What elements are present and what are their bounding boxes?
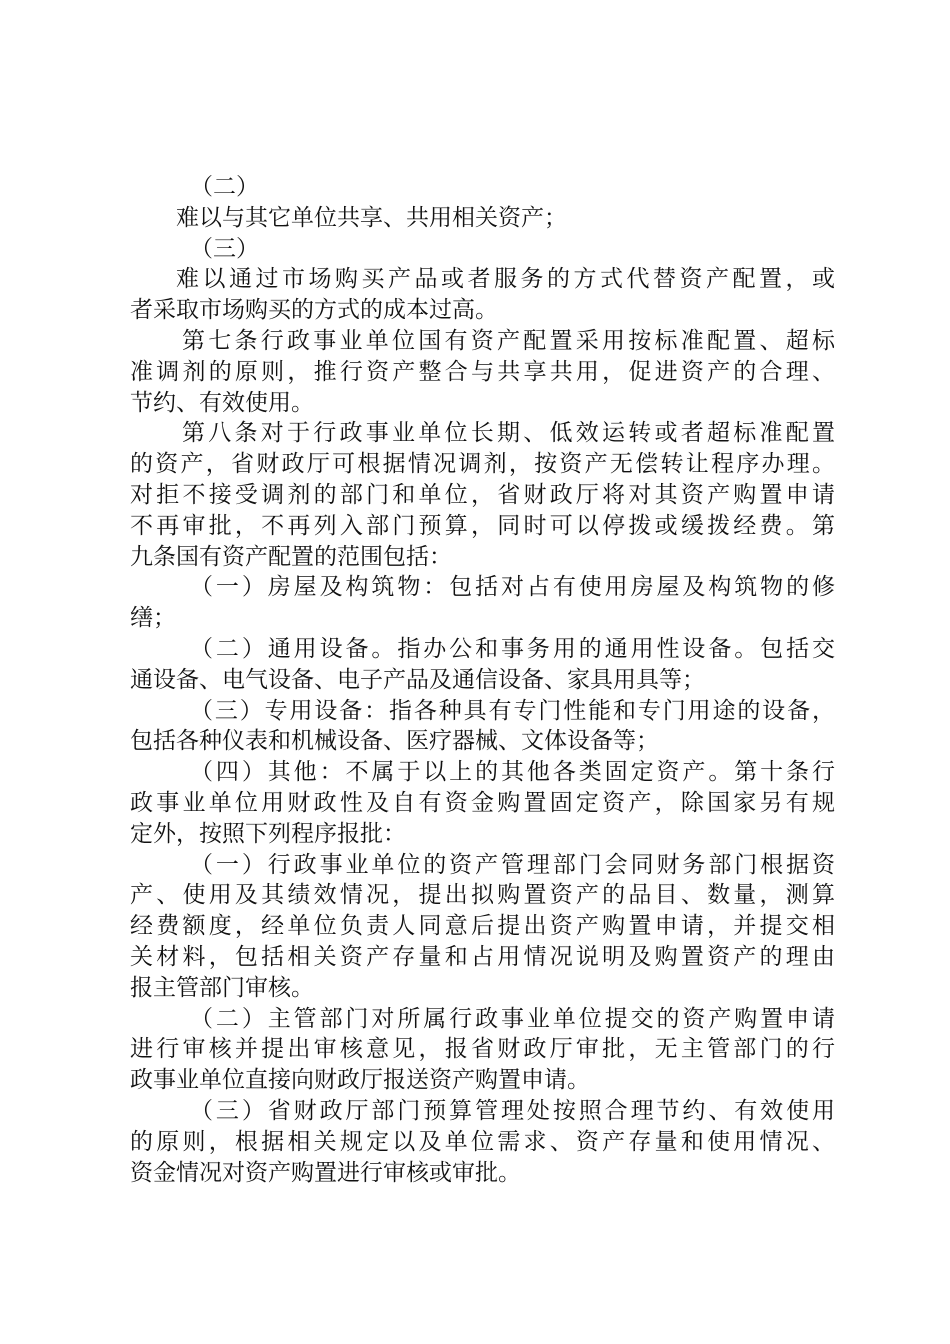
text-line: 准调剂的原则，推行资产整合与共享共用，促进资产的合理、 — [130, 358, 835, 385]
list-marker-3: （三） — [190, 235, 259, 262]
text-line: 节约、有效使用。 — [130, 389, 314, 416]
document-body — [130, 172, 835, 1188]
text-line: 难以通过市场购买产品或者服务的方式代替资产配置，或 — [176, 266, 835, 293]
list-item-line: （一）行政事业单位的资产管理部门会同财务部门根据资 — [190, 851, 835, 878]
list-item-line: （三）省财政厅部门预算管理处按照合理节约、有效使用 — [190, 1097, 835, 1124]
list-marker-2: （二） — [190, 174, 259, 200]
text-line: 九条国有资产配置的范围包括： — [130, 543, 452, 570]
text-line: 难以与其它单位共享、共用相关资产； — [176, 204, 567, 231]
text-line: 政事业单位直接向财政厅报送资产购置申请。 — [130, 1067, 590, 1094]
text-line: 进行审核并提出审核意见，报省财政厅审批，无主管部门的行 — [130, 1036, 835, 1063]
text-line: 经费额度，经单位负责人同意后提出资产购置申请，并提交相 — [130, 913, 835, 940]
text-line: 对拒不接受调剂的部门和单位，省财政厅将对其资产购置申请 — [130, 481, 835, 508]
text-line: 定外，按照下列程序报批： — [130, 820, 406, 847]
text-line: 的资产，省财政厅可根据情况调剂，按资产无偿转让程序办理。 — [130, 451, 835, 478]
list-item-line: （三）专用设备：指各种具有专门性能和专门用途的设备， — [190, 697, 835, 724]
list-item-line: （二）主管部门对所属行政事业单位提交的资产购置申请 — [190, 1005, 835, 1032]
text-line: 报主管部门审核。 — [130, 974, 314, 1001]
text-line: 通设备、电气设备、电子产品及通信设备、家具用具等； — [130, 666, 705, 693]
text-line: 包括各种仪表和机械设备、医疗器械、文体设备等； — [130, 728, 659, 755]
text-line: 产、使用及其绩效情况，提出拟购置资产的品目、数量，测算 — [130, 882, 835, 909]
text-line: 不再审批，不再列入部门预算，同时可以停拨或缓拨经费。第 — [130, 512, 835, 539]
article-8-line: 第八条对于行政事业单位长期、低效运转或者超标准配置 — [182, 420, 835, 447]
text-line: 资金情况对资产购置进行审核或审批。 — [130, 1159, 521, 1186]
text-line: 政事业单位用财政性及自有资金购置固定资产，除国家另有规 — [130, 789, 835, 816]
list-item-line: （一）房屋及构筑物：包括对占有使用房屋及构筑物的修 — [190, 574, 835, 601]
text-line: 关材料，包括相关资产存量和占用情况说明及购置资产的理由 — [130, 943, 835, 970]
list-item-line: （四）其他：不属于以上的其他各类固定资产。第十条行 — [190, 759, 835, 786]
text-line: 的原则，根据相关规定以及单位需求、资产存量和使用情况、 — [130, 1128, 835, 1155]
text-line: 者采取市场购买的方式的成本过高。 — [130, 297, 498, 324]
text-line: 缮； — [130, 605, 176, 632]
list-item-line: （二）通用设备。指办公和事务用的通用性设备。包括交 — [190, 635, 835, 662]
article-7-line: 第七条行政事业单位国有资产配置采用按标准配置、超标 — [182, 327, 835, 354]
